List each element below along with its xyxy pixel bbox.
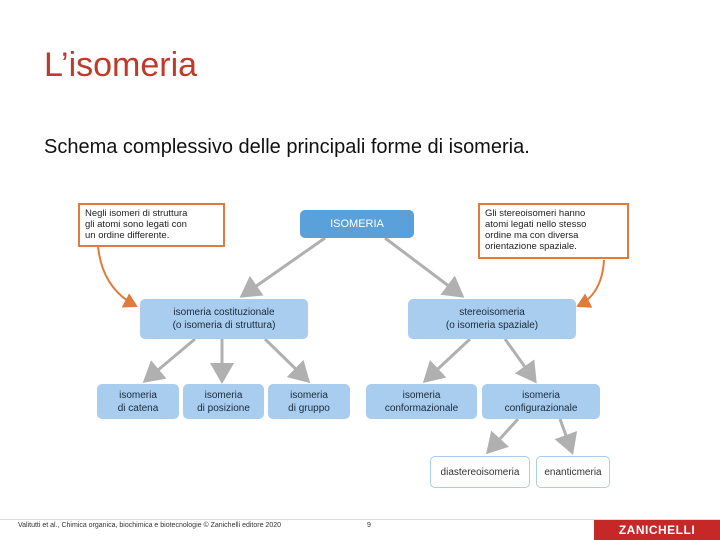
group-isomerism-box [268, 384, 350, 419]
chain-label-1: isomeria [119, 389, 157, 401]
footer-citation: Valitutti et al., Chimica organica, biochimica e biotecnologie © Zanichelli editore 2020 [18, 522, 282, 529]
arrow-to-chain [145, 339, 195, 381]
note-structural-isomers [78, 203, 225, 247]
arrow-root-to-stereo [385, 238, 462, 296]
chain-isomerism-box [97, 384, 179, 419]
conformational-isomerism-box [366, 384, 477, 419]
constitutional-label-2: (o isomeria di struttura) [172, 320, 276, 331]
slide-subtitle: Schema complessivo delle principali forme di isomeria. [44, 136, 530, 158]
position-label-2: di posizione [197, 402, 250, 414]
note-right-line-4: orientazione spaziale. [485, 241, 577, 252]
root-isomeria-box: ISOMERIA [300, 210, 414, 238]
group-label-2: di gruppo [288, 402, 330, 414]
configurational-label-2: configurazionale [504, 402, 578, 414]
configurational-isomerism-box [482, 384, 600, 419]
stereo-label-1: stereoisomeria [459, 307, 525, 318]
arrow-to-group [265, 339, 308, 381]
stereoisomerism-box [408, 299, 576, 339]
diastereoisomerism-box: diastereoisomeria [430, 456, 530, 488]
note-left-line-1: Negli isomeri di struttura [85, 208, 188, 219]
arrow-to-configurational [505, 339, 535, 381]
note-right-line-3: ordine ma con diversa [485, 230, 579, 241]
arrow-to-conformational [425, 339, 470, 381]
enantiomerism-box: enanticmeria [536, 456, 610, 488]
configurational-label-1: isomeria [522, 389, 560, 401]
position-isomerism-box [183, 384, 264, 419]
group-label-1: isomeria [290, 389, 328, 401]
arrow-to-diastereo [488, 419, 518, 452]
constitutional-label-1: isomeria costituzionale [173, 307, 275, 318]
note-left-line-3: un ordine differente. [85, 230, 170, 241]
zanichelli-logo: ZANICHELLI [594, 520, 720, 540]
chain-label-2: di catena [117, 402, 159, 414]
constitutional-isomerism-box [140, 299, 308, 339]
note-stereoisomers [478, 203, 629, 259]
conformational-label-1: isomeria [402, 389, 441, 401]
footer-page-number: 9 [367, 522, 371, 529]
note-right-line-1: Gli stereoisomeri hanno [485, 208, 586, 219]
note-right-arrow [578, 260, 604, 306]
note-left-line-2: gli atomi sono legati con [85, 219, 187, 230]
slide-title: L’isomeria [44, 46, 198, 84]
position-label-1: isomeria [204, 389, 243, 401]
arrow-to-enantio [560, 419, 572, 452]
note-right-line-2: atomi legati nello stesso [485, 219, 587, 230]
stereo-label-2: (o isomeria spaziale) [445, 320, 539, 331]
arrow-root-to-constitutional [242, 238, 325, 296]
conformational-label-2: conformazionale [384, 402, 459, 414]
note-left-arrow [98, 246, 136, 306]
